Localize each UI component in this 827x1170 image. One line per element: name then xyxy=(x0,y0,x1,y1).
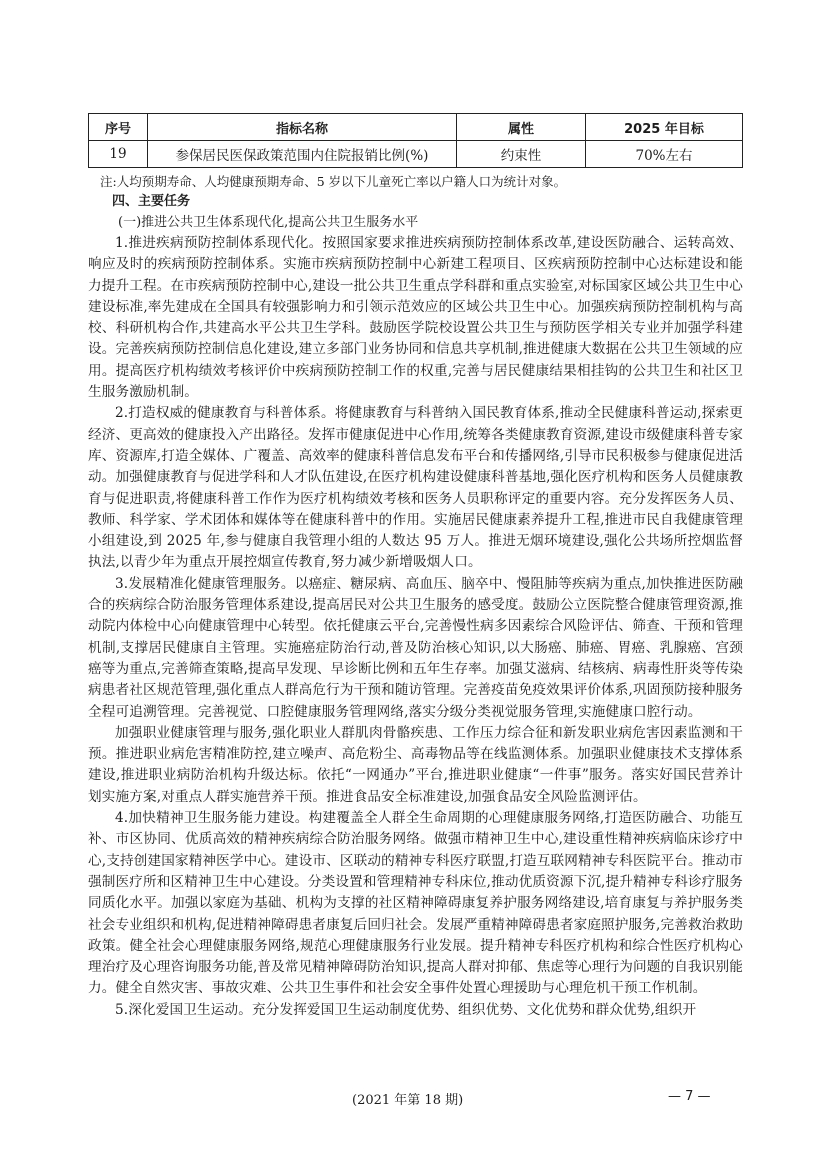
issue-label: (2021 年第 18 期) xyxy=(352,1093,464,1108)
cell-attribute: 约束性 xyxy=(457,141,586,168)
paragraph-mental-health: 4.加快精神卫生服务能力建设。构建覆盖全人群全生命周期的心理健康服务网络,打造医防融合、功能互补、市区协同、优质高效的精神疾病综合防治服务网络。做强市精神卫生中心,建设重性精神疾病临床诊疗中心,支持创建国家精神医学中心。建设市、区联动的精神专科医疗联盟,打造互联网精神专科医院平台。推动市强制医疗所和区精神卫生中心建设。分类设置和管理精神专科床位,推动优质资源下沉,提升精神专科诊疗服务同质化水平。加强以家庭为基础、机构为支撑的社区精神障碍康复养护服务网络建设,培育康复与养护服务类社会专业组织和机构,促进精神障碍患者康复后回归社会。发展严重精神障碍患者家庭照护服务,完善救治救助政策。健全社会心理健康服务网络,规范心理健康服务行业发展。提升精神专科医疗机构和综合性医疗机构心理治疗及心理咨询服务功能,普及常见精神障碍防治知识,提高人群对抑郁、焦虑等心理行为问题的自我识别能力。健全自然灾害、事故灾难、公共卫生事件和社会安全事件处置心理援助与心理危机干预工作机制。 xyxy=(88,810,743,997)
paragraph-disease-control: 1.推进疾病预防控制体系现代化。按照国家要求推进疾病预防控制体系改革,建设医防融合、运转高效、响应及时的疾病预防控制体系。实施市疾病预防控制中心新建工程项目、区疾病预防控制中心达标建设和能力提升工程。在市疾病预防控制中心,建设一批公共卫生重点学科群和重点实验室,对标国家区域公共卫生中心建设标准,率先建成在全国具有较强影响力和引领示范效应的区域公共卫生中心。加强疾病预防控制机构与高校、科研机构合作,共建高水平公共卫生学科。鼓励医学院校设置公共卫生与预防医学相关专业并加强学科建设。完善疾病预防控制信息化建设,建立多部门业务协同和信息共享机制,推进健康大数据在公共卫生领域的应用。提高医疗机构绩效考核评价中疾病预防控制工作的权重,完善与居民健康结果相挂钩的公共卫生和社区卫生服务激励机制。 xyxy=(88,235,743,401)
header-cell-index: 序号 xyxy=(89,114,148,141)
paragraph-health-management: 3.发展精准化健康管理服务。以癌症、糖尿病、高血压、脑卒中、慢阻肺等疾病为重点,加快推进医防融合的疾病综合防治服务管理体系建设,提高居民对公共卫生服务的感受度。鼓励公立医院整合健康管理资源,推动院内体检中心向健康管理中心转型。依托健康云平台,完善慢性病多因素综合风险评估、筛查、干预和管理机制,支撑居民健康自主管理。实施癌症防治行动,普及防治核心知识,以大肠癌、肺癌、胃癌、乳腺癌、宫颈癌等为重点,完善筛查策略,提高早发现、早诊断比例和五年生存率。加强艾滋病、结核病、病毒性肝炎等传染病患者社区规范管理,强化重点人群高危行为干预和随访管理。完善疫苗免疫效果评价体系,巩固预防接种服务全程可追溯管理。完善视觉、口腔健康服务管理网络,落实分级分类视觉服务管理,实施健康口腔行动。 xyxy=(88,575,743,720)
paragraph-patriotic-health: 5.深化爱国卫生运动。充分发挥爱国卫生运动制度优势、组织优势、文化优势和群众优势,组织开 xyxy=(115,1001,697,1018)
paragraph-occupational-health: 加强职业健康管理与服务,强化职业人群肌肉骨骼疾患、工作压力综合征和新发职业病危害因素监测和干预。推进职业病危害精准防控,建立噪声、高危粉尘、高毒物品等在线监测体系。加强职业健康技术支撑体系建设,推进职业病防治机构升级达标。依托“一网通办”平台,推进职业健康“一件事”服务。落实好国民营养计划实施方案,对重点人群实施营养干预。推进食品安全标准建设,加强食品安全风险监测评估。 xyxy=(88,724,743,805)
main-content xyxy=(88,192,743,1021)
cell-index: 19 xyxy=(89,141,148,168)
header-cell-target: 2025 年目标 xyxy=(586,114,743,141)
table-header-row xyxy=(89,114,743,141)
cell-indicator: 参保居民医保政策范围内住院报销比例(%) xyxy=(148,141,457,168)
page-footer xyxy=(0,1089,827,1109)
paragraph-health-education: 2.打造权威的健康教育与科普体系。将健康教育与科普纳入国民教育体系,推动全民健康科普运动,探索更经济、更高效的健康投入产出路径。发挥市健康促进中心作用,统筹各类健康教育资源,建设市级健康科普专家库、资源库,打造全媒体、广覆盖、高效率的健康科普信息发布平台和传播网络,引导市民积极参与健康促进活动。加强健康教育与促进学科和人才队伍建设,在医疗机构建设健康科普基地,强化医疗机构和医务人员健康教育与促进职责,将健康科普工作作为医疗机构绩效考核和医务人员职称评定的重要内容。充分发挥医务人员、教师、科学家、学术团体和媒体等在健康科普中的作用。实施居民健康素养提升工程,推进市民自我健康管理小组建设,到 2025 年,参与健康自我管理小组的人数达 95 万人。推进无烟环境建设,强化公共场所控烟监督执法,以青少年为重点开展控烟宣传教育,努力减少新增吸烟人口。 xyxy=(88,405,743,571)
page-number: — 7 — xyxy=(668,1089,711,1104)
header-cell-indicator: 指标名称 xyxy=(148,114,457,141)
header-cell-attribute: 属性 xyxy=(457,114,586,141)
table-note: 注:人均预期寿命、人均健康预期寿命、5 岁以下儿童死亡率以户籍人口为统计对象。 xyxy=(100,174,567,189)
cell-target: 70%左右 xyxy=(586,141,743,168)
table-row xyxy=(89,141,743,168)
indicator-table xyxy=(88,113,743,168)
subsection-title: (一)推进公共卫生体系现代化,提高公共卫生服务水平 xyxy=(118,215,419,230)
section-title: 四、主要任务 xyxy=(112,194,191,209)
